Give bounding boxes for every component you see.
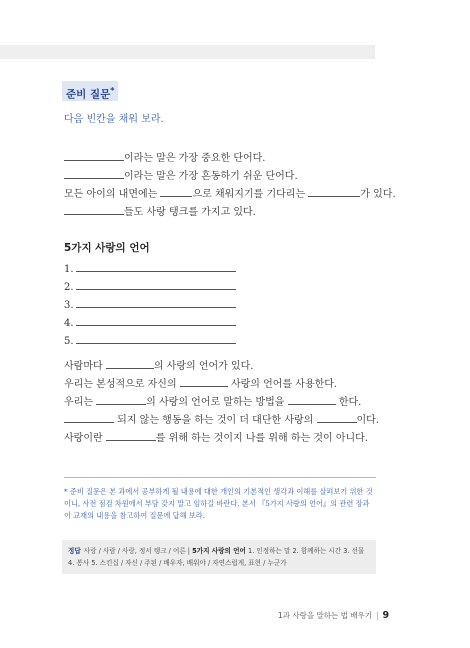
header-band xyxy=(0,45,375,59)
blank-field[interactable] xyxy=(64,169,124,179)
sentence-text: 이라는 말은 가장 흔동하기 쉬운 단어다. xyxy=(124,171,298,182)
prep-sentence-1 xyxy=(64,149,265,164)
sentence-text: 를 위해 하는 것이지 나를 위해 하는 것이 아니다. xyxy=(155,433,368,444)
sentence-text: 사랑이란 xyxy=(64,433,106,444)
instruction-text: 다음 빈칸을 채워 보라. xyxy=(64,114,164,125)
footnote: * 준비 질문은 본 과에서 공부하게 될 내용에 대한 개인의 기본적인 생각과 이해를 살펴보기 위한 것이니, 사전 점검 차원에서 부담 갖지 말고 임하길 바란다. 본서 『5가지 사랑의 언어』의 관련 장과 이 교재의 내용을 참고하여 질문에 답해 보라. xyxy=(64,487,373,520)
item-number: 4. xyxy=(64,318,74,329)
blank-field[interactable] xyxy=(160,187,192,197)
blank-field[interactable] xyxy=(96,395,146,405)
list-item xyxy=(64,334,236,347)
prep-question-label: 준비 질문 xyxy=(66,88,111,101)
blank-field[interactable] xyxy=(64,205,124,215)
section-sentence-2 xyxy=(64,375,337,390)
list-item xyxy=(64,316,236,329)
sentence-text: 되지 않는 행동을 하는 것이 더 대단한 사랑의 xyxy=(114,415,317,426)
item-number: 5. xyxy=(64,336,74,347)
blank-field[interactable] xyxy=(76,262,236,272)
prep-sentence-3 xyxy=(64,185,396,200)
answer-label: 정답 xyxy=(68,547,81,555)
footer-separator: | xyxy=(376,611,379,620)
sentence-text: 으로 채워지기를 기다리는 xyxy=(192,189,309,200)
blank-field[interactable] xyxy=(317,413,357,423)
sentence-text: 우리는 xyxy=(64,397,97,408)
sentence-text: 이라는 말은 가장 중요한 단어다. xyxy=(124,153,266,164)
blank-field[interactable] xyxy=(76,280,236,290)
blank-field[interactable] xyxy=(64,151,124,161)
item-number: 3. xyxy=(64,300,74,311)
prep-question-tag xyxy=(62,81,118,101)
list-item xyxy=(64,298,236,311)
sentence-text: 들도 사랑 탱크를 가지고 있다. xyxy=(124,207,256,218)
sentence-text: 한다. xyxy=(335,397,362,408)
sentence-text: 우리는 본성적으로 자신의 xyxy=(64,379,180,390)
item-number: 1. xyxy=(64,264,74,275)
sentence-text: 가 있다. xyxy=(360,189,396,200)
blank-field[interactable] xyxy=(106,431,156,441)
section-sentence-5 xyxy=(64,429,368,444)
divider xyxy=(64,477,376,478)
prep-sentence-2 xyxy=(64,167,298,182)
blank-field[interactable] xyxy=(76,334,236,344)
blank-field[interactable] xyxy=(76,316,236,326)
list-item xyxy=(64,280,236,293)
page-number: 9 xyxy=(382,610,390,621)
blank-field[interactable] xyxy=(106,359,154,369)
sentence-text: 사람마다 xyxy=(64,361,106,372)
answer-section-title: 5가지 사랑의 언어 xyxy=(192,547,246,555)
prep-sentence-4 xyxy=(64,203,256,218)
blank-field[interactable] xyxy=(64,413,114,423)
section-title: 5가지 사랑의 언어 xyxy=(64,242,150,254)
list-item xyxy=(64,262,236,275)
page-footer xyxy=(278,610,389,621)
answer-text: 1. 인정하는 말 2. 함께하는 시간 3. 선물 4. 봉사 5. 스킨십 / 자신 / 주된 / 배우자, 배워야 / 자연스럽게, 표현 / 누군가 xyxy=(68,547,365,567)
section-sentence-4 xyxy=(64,411,379,426)
sentence-text: 의 사랑의 언어가 있다. xyxy=(153,361,254,372)
answer-box xyxy=(62,540,376,574)
footnote-mark: * xyxy=(110,86,115,95)
blank-field[interactable] xyxy=(76,298,236,308)
sentence-text: 의 사랑의 언어로 말하는 방법을 xyxy=(146,397,288,408)
chapter-title: 1과 사랑을 말하는 법 배우기 xyxy=(278,611,373,620)
section-sentence-1 xyxy=(64,357,253,372)
item-number: 2. xyxy=(64,282,74,293)
blank-field[interactable] xyxy=(308,187,360,197)
sentence-text: 이다. xyxy=(356,415,379,426)
section-sentence-3 xyxy=(64,393,361,408)
blank-field[interactable] xyxy=(180,377,228,387)
sentence-text: 모든 아이의 내면에는 xyxy=(64,189,161,200)
sentence-text: 사랑의 언어를 사용한다. xyxy=(227,379,338,390)
blank-field[interactable] xyxy=(288,395,336,405)
answer-text: 사랑 / 사람 / 사랑, 정서 탱크 / 어른 | xyxy=(83,547,193,555)
